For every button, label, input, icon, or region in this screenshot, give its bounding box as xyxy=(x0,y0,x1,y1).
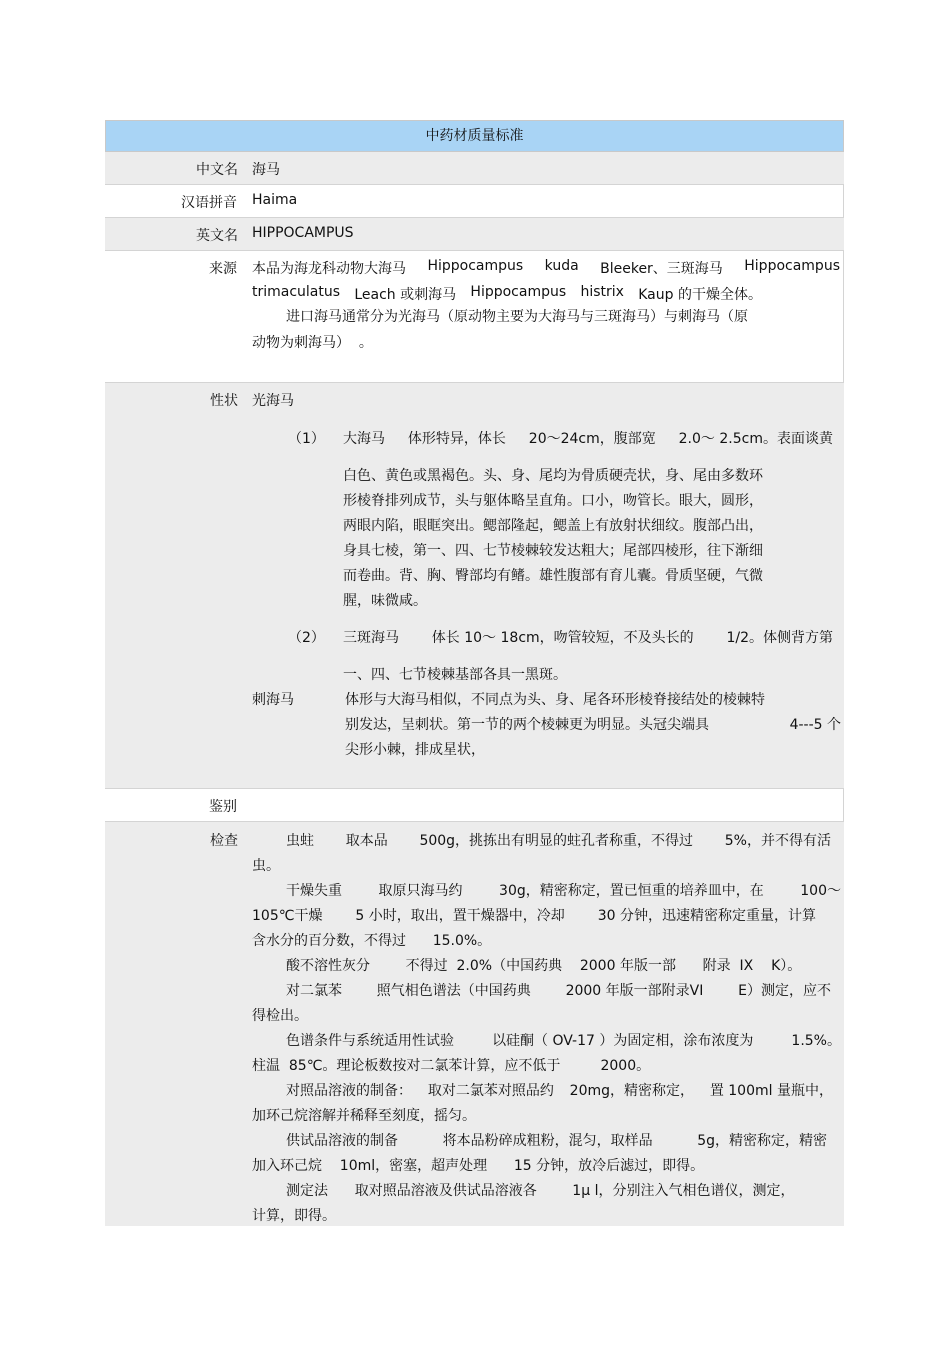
check-p6-part: 取对二氯苯对照品约 xyxy=(427,1083,554,1099)
traits-item-2-line-1 xyxy=(343,627,833,647)
source-l1-part: Hippocampus xyxy=(744,258,840,274)
traits-item-1-line: 形棱脊排列成节，头与躯体略呈直角。口小，吻管长。眼大，圆形， xyxy=(343,493,763,509)
check-p8-line-2: 计算，即得。 xyxy=(252,1208,336,1224)
check-p1-part: 500g，挑拣出有明显的蛀孔者称重，不得过 xyxy=(419,833,694,849)
check-p2-part: 干燥失重 xyxy=(286,883,342,899)
traits-item1-part: 大海马 xyxy=(343,431,385,447)
check-p7-line-1 xyxy=(286,1130,827,1150)
traits-type-2-line-1: 体形与大海马相似，不同点为头、身、尾各环形棱脊接结处的棱棘特 xyxy=(345,692,765,708)
check-p5-line-2: 柱温 85℃。理论板数按对二氯苯计算，应不低于 2000。 xyxy=(252,1058,651,1074)
check-p2-line-3: 含水分的百分数，不得过 15.0%。 xyxy=(252,933,492,949)
check-p2-part: 5 小时，取出，置干燥器中，冷却 xyxy=(355,908,565,924)
source-line-2 xyxy=(252,284,762,304)
row-chinese-name xyxy=(105,152,844,185)
check-p5-part: 色谱条件与系统适用性试验 xyxy=(286,1033,454,1049)
check-p6-part: 置 100ml 量瓶中， xyxy=(709,1083,833,1099)
source-l2-part: trimaculatus xyxy=(252,284,341,300)
check-p4-part: 照气相色谱法（中国药典 xyxy=(376,983,531,999)
traits-item-1-number: （1） xyxy=(288,431,325,447)
check-p1-part: 5%，并不得有活 xyxy=(724,833,831,849)
check-p6-line-2: 加环己烷溶解并稀释至刻度，摇匀。 xyxy=(252,1108,476,1124)
traits-type2-part: 别发达，呈刺状。第一节的两个棱棘更为明显。头冠尖端具 xyxy=(345,717,709,733)
check-p2-part: 105℃干燥 xyxy=(252,908,323,924)
row-pinyin xyxy=(105,185,844,218)
check-p1-part: 取本品 xyxy=(345,833,388,849)
source-l1-part: kuda xyxy=(544,258,579,274)
source-l2-part: histrix xyxy=(580,284,624,300)
label-check: 检查 xyxy=(210,833,238,849)
label-chinese-name: 中文名 xyxy=(196,162,238,178)
value-pinyin: Haima xyxy=(252,192,298,208)
label-source: 来源 xyxy=(209,261,237,277)
quality-standard-document xyxy=(105,120,844,1226)
traits-item-1-line: 两眼内陷，眼眶突出。鳃部隆起，鳃盖上有放射状细纹。腹部凸出， xyxy=(343,518,763,534)
traits-type2-part: 4---5 个 xyxy=(789,717,841,733)
check-p7-part: 将本品粉碎成粗粉，混匀，取样品 xyxy=(442,1133,653,1149)
row-check xyxy=(105,822,844,1226)
traits-item2-part: 三斑海马 xyxy=(343,630,399,646)
check-p2-part: 30g，精密称定，置已恒重的培养皿中，在 xyxy=(499,883,764,899)
check-p1-part: 虫蛀 xyxy=(286,833,314,849)
document-title: 中药材质量标准 xyxy=(105,120,844,152)
check-p7-part: 供试品溶液的制备 xyxy=(286,1133,398,1149)
check-p7-line-2: 加入环己烷 10ml，密塞，超声处理 15 分钟，放冷后滤过，即得。 xyxy=(252,1158,705,1174)
check-p5-part: 以硅酮（ OV-17 ）为固定相，涂布浓度为 xyxy=(492,1033,754,1049)
label-traits: 性状 xyxy=(210,393,238,409)
check-p7-part: 5g，精密称定，精密 xyxy=(697,1133,827,1149)
check-p2-part: 100～ xyxy=(800,883,841,899)
check-p4-line-2: 得检出。 xyxy=(252,1008,308,1024)
traits-item1-part: 2.0～ 2.5cm。表面谈黄 xyxy=(678,431,833,447)
check-p2-part: 取原只海马约 xyxy=(378,883,463,899)
traits-item-1-line: 白色、黄色或黑褐色。头、身、尾均为骨质硬壳状，身、尾由多数环 xyxy=(343,468,763,484)
check-p5-line-1 xyxy=(286,1030,841,1050)
source-l1-part: Bleeker、三斑海马 xyxy=(600,261,723,277)
check-p1-line-1 xyxy=(286,830,831,850)
check-p6-line-1 xyxy=(286,1080,833,1100)
row-source xyxy=(105,251,844,383)
check-p8-line-1: 测定法 取对照品溶液及供试品溶液各 1μ l，分别注入气相色谱仪，测定， xyxy=(286,1183,795,1199)
value-chinese-name: 海马 xyxy=(252,162,280,178)
traits-type-2-line-3: 尖形小棘，排成星状， xyxy=(345,742,485,758)
source-l2-part: Leach 或刺海马 xyxy=(354,287,457,303)
traits-item-1-line-1 xyxy=(343,428,833,448)
traits-item2-part: 体长 10～ 18cm，吻管较短，不及头长的 xyxy=(431,630,694,646)
traits-item-1-line: 身具七棱，第一、四、七节棱棘较发达粗大；尾部四棱形，往下渐细 xyxy=(343,543,763,559)
source-l2-part: Hippocampus xyxy=(470,284,567,300)
row-english-name xyxy=(105,218,844,251)
check-p6-part: 20mg，精密称定， xyxy=(569,1083,694,1099)
row-traits xyxy=(105,383,844,789)
check-p4-part: E）测定，应不 xyxy=(738,983,831,999)
traits-item-1-line: 而卷曲。背、胸、臀部均有鳍。雄性腹部有育儿囊。骨质坚硬，气微 xyxy=(343,568,763,584)
traits-type-2: 刺海马 xyxy=(252,692,294,708)
traits-item1-part: 体形特异，体长 xyxy=(407,431,506,447)
label-pinyin: 汉语拼音 xyxy=(181,195,237,211)
source-l1-part: 本品为海龙科动物大海马 xyxy=(252,261,406,277)
source-line-3: 进口海马通常分为光海马（原动物主要为大海马与三斑海马）与刺海马（原 xyxy=(286,309,748,325)
traits-type-2-line-2 xyxy=(345,714,841,734)
traits-item-2-number: （2） xyxy=(288,630,325,646)
check-p2-line-2 xyxy=(252,905,816,925)
traits-type-1: 光海马 xyxy=(252,393,294,409)
check-p1-line-2: 虫。 xyxy=(252,858,280,874)
check-p4-line-1 xyxy=(286,980,831,1000)
source-l2-part: Kaup 的干燥全体。 xyxy=(638,287,762,303)
source-line-1 xyxy=(252,258,840,278)
traits-item-1-line: 腥，味微咸。 xyxy=(343,593,427,609)
traits-item1-part: 20～24cm，腹部宽 xyxy=(528,431,656,447)
source-line-4: 动物为刺海马） 。 xyxy=(252,335,373,351)
check-p5-part: 1.5%。 xyxy=(791,1033,841,1049)
check-p4-part: 2000 年版一部附录VI xyxy=(565,983,704,999)
traits-item-2-line-2: 一、四、七节棱棘基部各具一黑斑。 xyxy=(343,667,567,683)
check-p2-part: 30 分钟，迅速精密称定重量，计算 xyxy=(597,908,816,924)
traits-item2-part: 1/2。体侧背方第 xyxy=(726,630,833,646)
check-p2-line-1 xyxy=(286,880,841,900)
check-p6-part: 对照品溶液的制备： xyxy=(286,1083,412,1099)
label-identification: 鉴别 xyxy=(209,799,237,815)
source-l1-part: Hippocampus xyxy=(427,258,524,274)
check-p3: 酸不溶性灰分 不得过 2.0%（中国药典 2000 年版一部 附录 IX K）。 xyxy=(286,958,802,974)
label-english-name: 英文名 xyxy=(196,228,238,244)
check-p4-part: 对二氯苯 xyxy=(286,983,342,999)
value-english-name: HIPPOCAMPUS xyxy=(252,225,354,241)
row-identification xyxy=(105,789,844,822)
